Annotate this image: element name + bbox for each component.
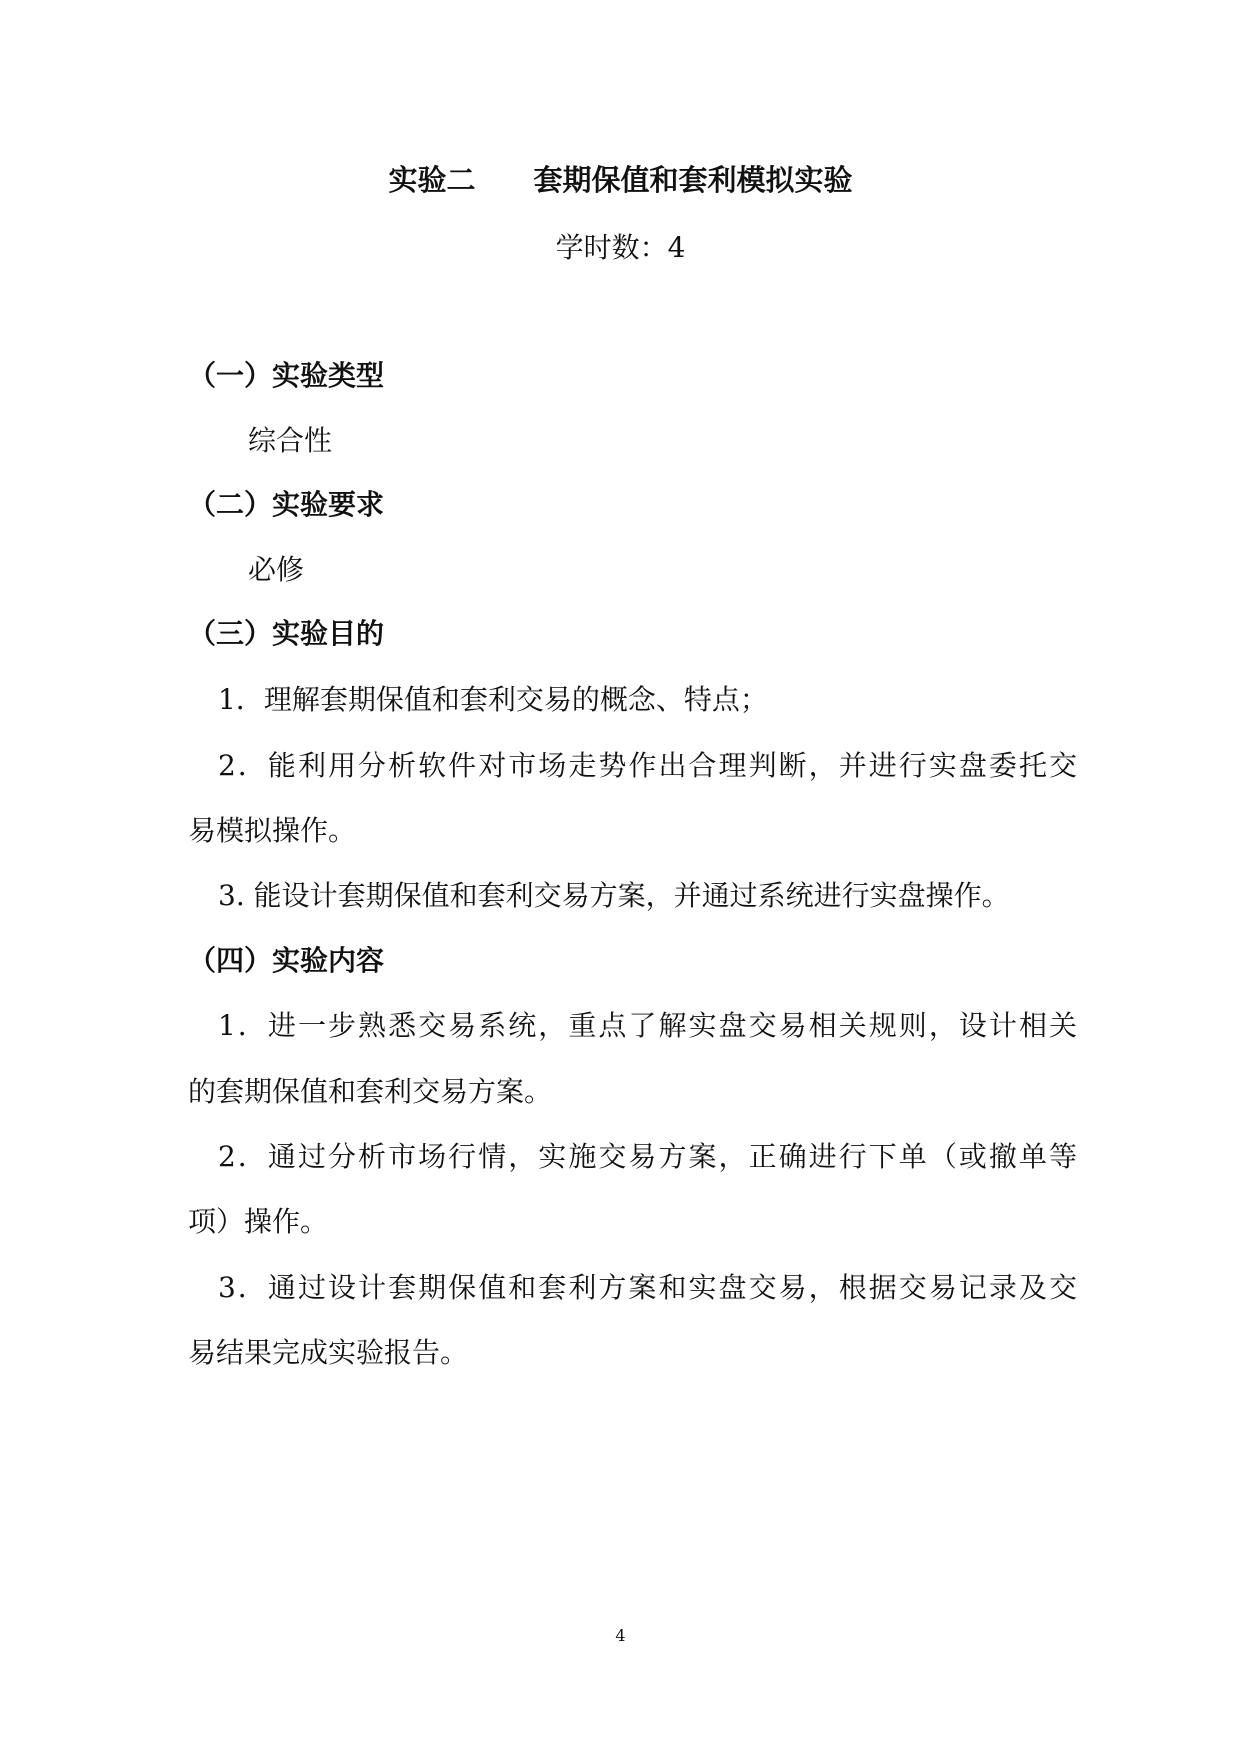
purpose-line-2: 2．能利用分析软件对市场走势作出合理判断，并进行实盘委托交 bbox=[218, 749, 1077, 782]
content-line-3: 3．通过设计套期保值和套利方案和实盘交易，根据交易记录及交 bbox=[218, 1271, 1077, 1304]
section-heading-requirement: （二）实验要求 bbox=[188, 488, 385, 521]
content-line-2: 2．通过分析市场行情，实施交易方案，正确进行下单（或撤单等 bbox=[218, 1140, 1077, 1173]
class-hours: 学时数：4 bbox=[555, 231, 686, 264]
content-line-3-cont: 易结果完成实验报告。 bbox=[188, 1336, 469, 1369]
content-line-1: 1．进一步熟悉交易系统，重点了解实盘交易相关规则，设计相关 bbox=[218, 1009, 1077, 1042]
page-number: 4 bbox=[615, 1626, 626, 1645]
section-heading-content: （四）实验内容 bbox=[188, 944, 385, 977]
purpose-line-3: 3. 能设计套期保值和套利交易方案，并通过系统进行实盘操作。 bbox=[218, 879, 1010, 912]
section-text-type: 综合性 bbox=[248, 424, 333, 457]
section-text-requirement: 必修 bbox=[248, 553, 305, 586]
content-line-1-cont: 的套期保值和套利交易方案。 bbox=[188, 1075, 553, 1108]
purpose-line-1: 1．理解套期保值和套利交易的概念、特点； bbox=[218, 683, 768, 716]
page-title: 实验二 套期保值和套利模拟实验 bbox=[388, 163, 853, 197]
section-heading-purpose: （三）实验目的 bbox=[188, 617, 385, 650]
section-heading-type: （一）实验类型 bbox=[188, 359, 385, 392]
purpose-line-2-cont: 易模拟操作。 bbox=[188, 814, 357, 847]
content-line-2-cont: 项）操作。 bbox=[188, 1205, 329, 1238]
